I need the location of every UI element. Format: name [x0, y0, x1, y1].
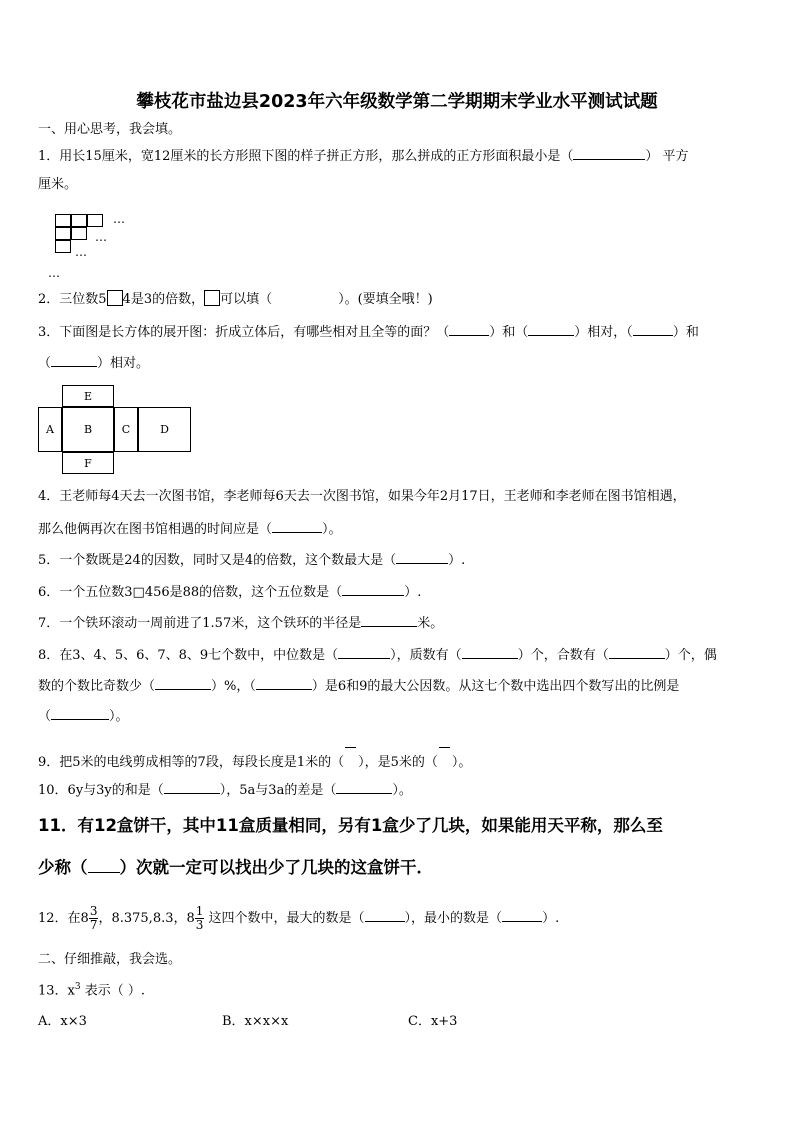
question-11-line-1: 11．有12盒饼干，其中11盒质量相同，另有1盒少了几块，如果能用天平称，那么至	[38, 816, 663, 835]
q10-blank-2[interactable]	[336, 780, 392, 794]
q10-blank-1[interactable]	[164, 780, 220, 794]
q3-blank-3[interactable]	[633, 322, 673, 336]
q3-text-f: ）相对。	[97, 356, 150, 371]
section-heading-fill: 一、用心思考，我会填。	[38, 122, 182, 137]
q6-text-a: 6．一个五位数3□456是88的倍数，这个五位数是（	[38, 585, 343, 600]
q8-blank-5[interactable]	[256, 676, 312, 690]
question-8-line-2	[38, 676, 679, 696]
q2-text-b: 4是3的倍数，	[122, 292, 205, 307]
q7-text-b: 米。	[417, 616, 444, 631]
question-4-line-2	[38, 519, 342, 539]
face-c: C	[114, 407, 138, 452]
page-title: 攀枝花市盐边县2023年六年级数学第二学期期末学业水平测试试题	[136, 92, 658, 112]
q4-blank[interactable]	[272, 519, 322, 533]
q6-blank[interactable]	[342, 582, 404, 596]
dots-row-2: …	[95, 230, 107, 244]
q3-text-e: （	[38, 356, 52, 371]
q8-blank-1[interactable]	[338, 645, 390, 659]
q9-fraction-blank-2[interactable]	[438, 754, 452, 772]
q8-text-f: ）%，（	[211, 679, 256, 694]
q11-text-a: 少称（	[38, 858, 88, 877]
q5-text-b: ）.	[448, 553, 466, 568]
dots-row-3: …	[75, 245, 87, 259]
q5-text-a: 5．一个数既是24的因数，同时又是4的倍数，这个数最大是（	[38, 553, 397, 568]
q8-text-b: ），质数有（	[390, 648, 462, 663]
question-7	[38, 613, 443, 633]
face-a: A	[38, 407, 62, 452]
q7-text-a: 7．一个铁环滚动一周前进了1.57米，这个铁环的半径是	[38, 616, 362, 631]
q12-text-d: ），最小的数是（	[404, 911, 503, 926]
option-c[interactable]: C．x+3	[408, 1014, 458, 1029]
q9-fraction-blank-1[interactable]	[344, 754, 358, 772]
q12-blank-1[interactable]	[365, 908, 405, 922]
q9-text-a: 9．把5米的电线剪成相等的7段，每段长度是1米的（	[38, 755, 345, 770]
q13-text-a: 13．x	[38, 983, 75, 999]
q8-text-h: （	[38, 709, 52, 724]
digit-box-2[interactable]	[204, 290, 220, 306]
digit-box[interactable]	[107, 290, 123, 306]
q3-blank-1[interactable]	[449, 322, 489, 336]
question-9	[38, 754, 471, 772]
question-5	[38, 550, 465, 570]
question-6	[38, 582, 421, 602]
face-d: D	[138, 407, 191, 452]
question-12	[38, 904, 559, 934]
face-f: F	[62, 452, 114, 474]
q1-answer-blank[interactable]	[573, 146, 645, 160]
question-4-line-1: 4．王老师每4天去一次图书馆，李老师每6天去一次图书馆，如果今年2月17日，王老师和李老师在图书馆相遇，	[38, 489, 686, 504]
dots-row-1: …	[113, 212, 125, 226]
question-2	[38, 290, 433, 309]
face-e: E	[62, 385, 114, 407]
q2-text-a: 2．三位数5	[38, 292, 107, 307]
q6-text-b: ）.	[404, 585, 422, 600]
q8-blank-6[interactable]	[51, 706, 109, 720]
q11-text-b: ）次就一定可以找出少了几块的这盒饼干．	[119, 858, 433, 877]
q3-text-a: 3．下面图是长方体的展开图：折成立体后，有哪些相对且全等的面？（	[38, 325, 450, 340]
q3-blank-2[interactable]	[528, 322, 574, 336]
fraction-3-7: $\frac{3}{7}$	[89, 904, 98, 932]
q12-blank-2[interactable]	[502, 908, 542, 922]
question-8-line-1	[38, 645, 717, 665]
q9-text-b: ），是5米的（	[358, 755, 438, 770]
q1-text-tail: ） 平方	[645, 149, 689, 164]
question-11-line-2	[38, 856, 433, 879]
question-1-line-1	[38, 146, 689, 166]
face-b: B	[62, 407, 114, 452]
option-b[interactable]: B．x×x×x	[222, 1014, 289, 1029]
q8-text-g: ）是6和9的最大公因数。从这七个数中选出四个数写出的比例是	[311, 679, 680, 694]
q2-text-c: 可以填（	[220, 292, 273, 307]
q8-text-a: 8．在3、4、5、6、7、8、9七个数中，中位数是（	[38, 648, 339, 663]
q8-text-d: ）个，偶	[664, 648, 717, 663]
q5-blank[interactable]	[396, 550, 448, 564]
q8-blank-3[interactable]	[609, 645, 665, 659]
q11-blank[interactable]	[88, 856, 120, 873]
q3-text-c: ）相对，（	[574, 325, 633, 340]
section-heading-choice: 二、仔细推敲，我会选。	[38, 952, 182, 967]
q3-text-b: ）和（	[489, 325, 529, 340]
q12-text-c: 这四个数中，最大的数是（	[204, 911, 365, 926]
q7-blank[interactable]	[361, 613, 417, 627]
q8-text-i: ）。	[109, 709, 129, 724]
q8-blank-4[interactable]	[155, 676, 211, 690]
question-8-line-3	[38, 706, 129, 726]
question-10	[38, 780, 412, 800]
q13-exponent: 3	[74, 982, 81, 992]
fraction-1-3: $\frac{1}{3}$	[195, 904, 204, 932]
q8-text-e: 数的个数比奇数少（	[38, 679, 156, 694]
question-3-line-2	[38, 353, 149, 373]
q10-text-a: 10．6y与3y的和是（	[38, 783, 164, 798]
q8-blank-2[interactable]	[462, 645, 518, 659]
q2-text-d: ）。(要填全哦！)	[338, 292, 433, 307]
q3-text-d: ）和	[672, 325, 699, 340]
q1-text: 1．用长15厘米，宽12厘米的长方形照下图的样子拼正方形，那么拼成的正方形面积最小是（	[38, 149, 574, 164]
q10-text-b: ），5a与3a的差是（	[219, 783, 337, 798]
q4-text-a: 那么他俩再次在图书馆相遇的时间应是（	[38, 522, 273, 537]
q12-text-e: ）.	[542, 911, 560, 926]
q13-text-b: 表示（ ）.	[80, 983, 146, 999]
q8-text-c: ）个，合数有（	[517, 648, 609, 663]
option-a[interactable]: A．x×3	[38, 1014, 87, 1029]
q3-blank-4[interactable]	[51, 353, 97, 367]
q12-text-a: 12．在8	[38, 911, 89, 926]
question-3-line-1	[38, 322, 699, 342]
q12-text-b: ，8.375,8.3，8	[98, 911, 195, 926]
dots-row-4: …	[48, 266, 60, 280]
question-1-line-2: 厘米。	[38, 177, 78, 192]
q4-text-b: ）。	[322, 522, 342, 537]
cuboid-net-figure	[38, 385, 193, 475]
rectangle-grid-figure	[48, 212, 145, 284]
question-13	[38, 978, 145, 1000]
q10-text-c: ）。	[392, 783, 412, 798]
q9-text-c: ）。	[451, 755, 472, 770]
